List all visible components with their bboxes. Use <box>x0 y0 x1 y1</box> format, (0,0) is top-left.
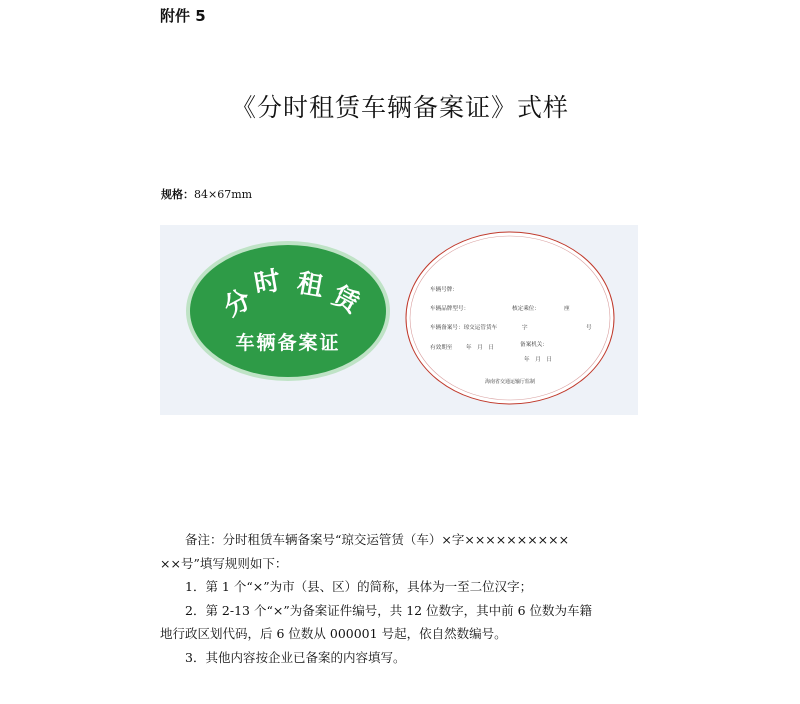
note-line-1: 备注：分时租赁车辆备案号“琼交运管赁（车）×字×××××××××× <box>185 532 570 547</box>
valid-label: 有效期至 <box>430 345 453 351</box>
rule-2-line-2: 地行政区划代码，后 6 位数从 000001 号起，依自然数编号。 <box>160 626 507 641</box>
rule-1: 1．第 1 个“×”为市（县、区）的简称，具体为一至二位汉字； <box>185 579 533 594</box>
spec-value: 84×67mm <box>194 188 253 201</box>
note-block <box>160 528 640 669</box>
model-label: 车辆品牌型号： <box>430 306 470 312</box>
spec-line <box>161 186 252 202</box>
authority-label: 备案机关： <box>520 342 548 348</box>
plate-label: 车辆号牌： <box>430 287 458 293</box>
record-end: 号 <box>586 325 592 331</box>
green-oval <box>190 245 386 377</box>
seats-unit: 座 <box>564 306 570 312</box>
valid-date: 年 月 日 <box>466 345 494 351</box>
arc-char-2: 时 <box>252 265 283 300</box>
rule-3: 3．其他内容按企业已备案的内容填写。 <box>185 649 406 665</box>
arc-char-3: 租 <box>294 268 326 303</box>
certificate-sample-svg <box>160 225 638 415</box>
seats-label: 核定乘位： <box>512 306 540 312</box>
green-oval-line2: 车辆备案证 <box>235 332 341 354</box>
issuer-label: 海南省交通运输厅监制 <box>484 379 536 385</box>
page-title: 《分时租赁车辆备案证》式样 <box>230 93 569 122</box>
rule-2-line-1: 2．第 2-13 个“×”为备案证件编号，共 12 位数字，其中前 6 位数为车籍 <box>185 602 592 618</box>
arc-char-1: 分 <box>219 284 257 324</box>
authority-date: 年 月 日 <box>524 357 552 363</box>
attachment-label: 附件 5 <box>160 7 206 25</box>
note-line-2: ××号”填写规则如下： <box>160 555 288 571</box>
record-mid: 字 <box>522 325 528 331</box>
record-label: 车辆备案号：琼交运管赁车 <box>430 325 498 331</box>
certificate-sample-figure <box>160 225 638 415</box>
spec-label: 规格： <box>161 188 194 201</box>
arc-char-4: 赁 <box>326 280 364 320</box>
